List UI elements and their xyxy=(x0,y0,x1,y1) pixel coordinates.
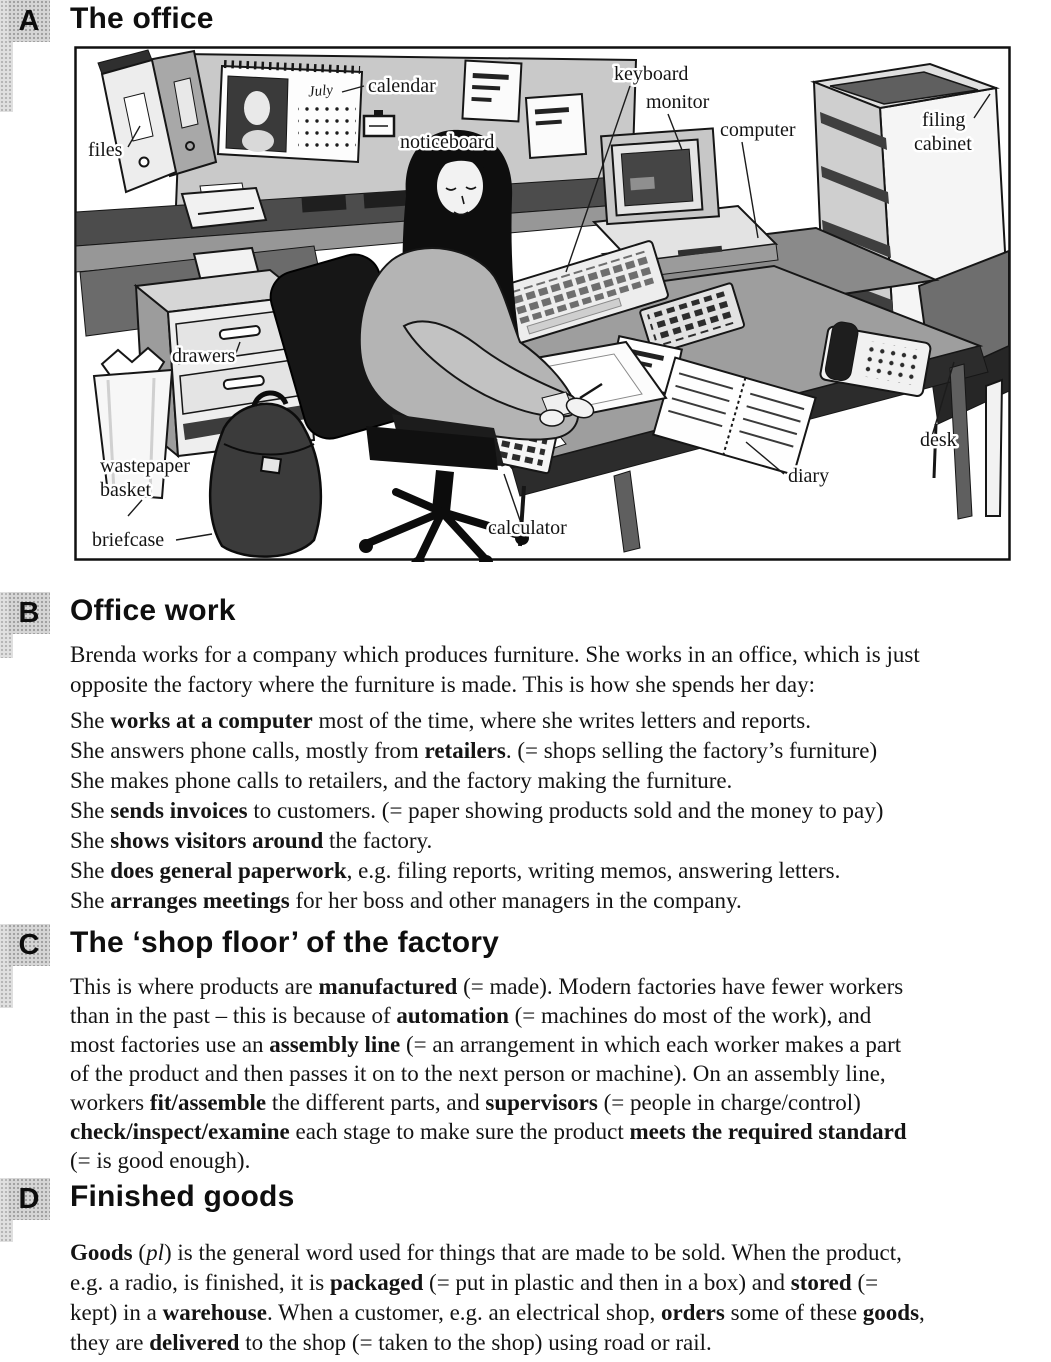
label-briefcase: briefcase xyxy=(92,529,165,551)
label-calendar: calendar xyxy=(368,75,436,97)
text-line: She answers phone calls, mostly from retailers. (= shops selling the factory’s furniture) xyxy=(70,738,878,763)
label-noticeboard: noticeboard xyxy=(400,131,495,153)
text-line: e.g. a radio, is finished, it is packaged (= put in plastic and then in a box) and stored (= xyxy=(70,1270,879,1295)
text-line: (= is good enough). xyxy=(70,1148,251,1173)
section-c-paragraph xyxy=(70,972,1038,1175)
section-title-b: Office work xyxy=(70,594,236,627)
text-line: She works at a computer most of the time, where she writes letters and reports. xyxy=(70,708,811,733)
text-line: most factories use an assembly line (= an arrangement in which each worker makes a part xyxy=(70,1032,902,1057)
text-line: Brenda works for a company which produces furniture. She works in an office, which is just xyxy=(70,642,920,667)
section-letter-d: D xyxy=(8,1178,50,1220)
label-wastepaper-1: wastepaper xyxy=(100,455,190,477)
text-line: than in the past – this is because of automation (= machines do most of the work), and xyxy=(70,1003,872,1028)
label-monitor: monitor xyxy=(646,91,710,113)
text-line: She shows visitors around the factory. xyxy=(70,828,433,853)
text-line: kept) in a warehouse. When a customer, e.g. an electrical shop, orders some of these goods, xyxy=(70,1300,925,1325)
section-title-c: The ‘shop floor’ of the factory xyxy=(70,926,499,959)
section-title-d: Finished goods xyxy=(70,1180,295,1213)
text-line: check/inspect/examine each stage to make sure the product meets the required standard xyxy=(70,1119,907,1144)
section-letter-c: C xyxy=(8,924,50,966)
monitor-art xyxy=(601,128,719,224)
section-title-a: The office xyxy=(70,2,214,35)
text-line: She sends invoices to customers. (= paper showing products sold and the money to pay) xyxy=(70,798,884,823)
text-line: they are delivered to the shop (= taken to the shop) using road or rail. xyxy=(70,1330,712,1355)
text-line: This is where products are manufactured (= made). Modern factories have fewer workers xyxy=(70,974,904,999)
text-line: opposite the factory where the furniture is made. This is how she spends her day: xyxy=(70,672,815,697)
text-line: She makes phone calls to retailers, and the factory making the furniture. xyxy=(70,768,733,793)
section-b-intro xyxy=(70,640,1038,700)
section-letter-b: B xyxy=(8,592,50,634)
office-illustration xyxy=(74,46,1012,562)
label-filing-cabinet-1: filing xyxy=(922,109,966,131)
text-line: She arranges meetings for her boss and other managers in the company. xyxy=(70,888,742,913)
label-computer: computer xyxy=(720,119,796,141)
label-drawers: drawers xyxy=(172,345,236,367)
label-keyboard: keyboard xyxy=(614,63,689,85)
calendar-month-text: July xyxy=(307,82,334,101)
section-b-duties xyxy=(70,706,1038,916)
text-line: workers fit/assemble the different parts, and supervisors (= people in charge/control) xyxy=(70,1090,861,1115)
section-letter-a: A xyxy=(8,0,50,42)
text-line: Goods (pl) is the general word used for things that are made to be sold. When the product, xyxy=(70,1240,902,1265)
label-desk: desk xyxy=(920,429,957,451)
label-wastepaper-2: basket xyxy=(100,479,152,501)
label-calculator: calculator xyxy=(488,517,567,539)
section-d-paragraph xyxy=(70,1238,1038,1358)
label-diary: diary xyxy=(788,465,830,487)
label-files: files xyxy=(88,139,123,161)
label-filing-cabinet-2: cabinet xyxy=(914,133,972,155)
text-line: She does general paperwork, e.g. filing reports, writing memos, answering letters. xyxy=(70,858,841,883)
text-line: of the product and then passes it on to the next person or machine). On an assembly line, xyxy=(70,1061,886,1086)
office-scene xyxy=(74,46,1012,562)
